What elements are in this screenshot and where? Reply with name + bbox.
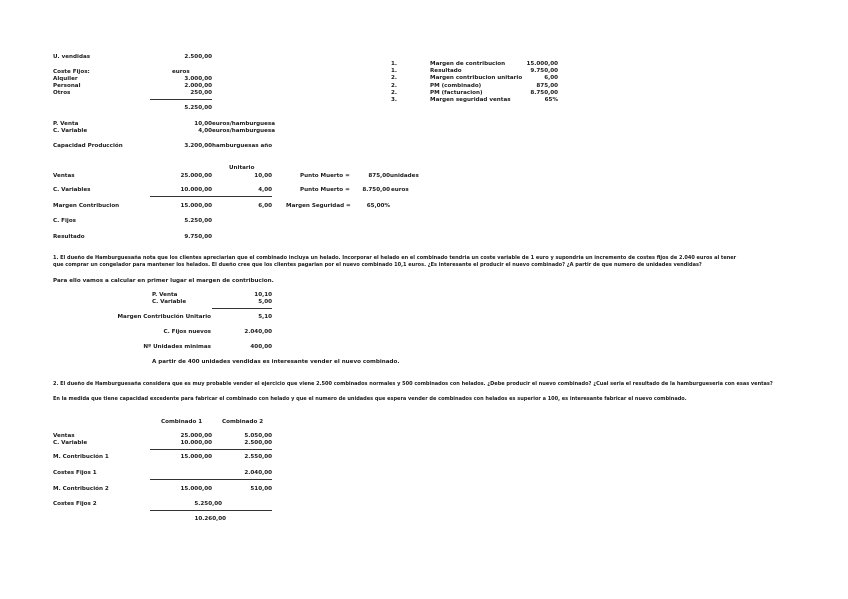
q2-row-label: C. Variable	[53, 440, 88, 446]
q2-row-c1: 10.000,00	[180, 440, 212, 446]
income-row-total: 10.000,00	[180, 187, 212, 193]
q1-divider	[212, 308, 272, 309]
capacity-value: 3.200,00	[184, 143, 212, 149]
q1-min-units-label: Nº Unidades minimas	[143, 344, 211, 350]
question-2-answer: En la medida que tiene capacidad excedente para fabricar el combinado con helado y que el numero de unidades que espera vender de combinados con helados es superior a 100, es interesante fabricar el nuevo combinado.	[53, 396, 687, 402]
q2-row-c2: 510,00	[250, 486, 272, 492]
staff-value: 2.000,00	[184, 83, 212, 89]
safety-margin-value: 65,00%	[366, 203, 390, 209]
question-1-text-2: que comprar un congelador para mantener los helados. El dueño cree que los clientes pagarian por el nuevo combinado 10,1 euros. ¿Es interesante el producir el nuevo combinado? ¿A partir de que numero de unidades vendidas?	[53, 262, 702, 268]
rent-label: Alquiler	[53, 76, 78, 82]
sum-divider	[150, 99, 212, 100]
income-row-total: 9.750,00	[184, 234, 212, 240]
q1-new-fixed-label: C. Fijos nuevos	[163, 329, 211, 335]
income-row-total: 15.000,00	[180, 203, 212, 209]
q1-min-units-value: 400,00	[250, 344, 272, 350]
q1-unit-margin-value: 5,10	[258, 314, 272, 320]
q2-row-label: Costes Fijos 2	[53, 501, 97, 507]
others-label: Otros	[53, 90, 71, 96]
units-sold-label: U. vendidas	[53, 54, 91, 60]
summary-value: 8.750,00	[530, 90, 558, 96]
q2-row-label: M. Contribución 2	[53, 486, 109, 492]
q2-row-c2: 2.500,00	[244, 440, 272, 446]
q2-divider	[150, 510, 272, 511]
summary-number: 1.	[391, 61, 398, 67]
q2-row-c1: 5.250,00	[194, 501, 222, 507]
breakeven-euros-label: Punto Muerto =	[300, 187, 350, 193]
variable-cost-label: C. Variable	[53, 128, 88, 134]
breakeven-units-value: 875,00	[368, 173, 390, 179]
summary-number: 2.	[391, 83, 398, 89]
q1-variable-cost-value: 5,00	[258, 299, 272, 305]
q1-unit-margin-label: Margen Contribución Unitario	[117, 314, 211, 320]
q2-divider	[150, 449, 272, 450]
safety-margin-label: Margen Seguridad =	[286, 203, 351, 209]
income-row-unit: 4,00	[258, 187, 272, 193]
income-row-total: 25.000,00	[180, 173, 212, 179]
income-row-label: C. Variables	[53, 187, 91, 193]
income-divider	[150, 196, 272, 197]
rent-value: 3.000,00	[184, 76, 212, 82]
summary-label: PM (combinado)	[430, 83, 482, 89]
variable-cost-unit: euros/hamburguesa	[212, 128, 275, 134]
variable-cost-value: 4,00	[198, 128, 212, 134]
fixed-costs-unit: euros	[172, 69, 190, 75]
question-2-text: 2. El dueño de Hamburguesaña considera que es muy probable vender el ejercicio que viene 2.500 combinados normales y 500 combinados con helados. ¿Debe producir el nuevo combinado? ¿Cual seria el resultado de la hamburgueseria con esas ventas?	[53, 381, 773, 387]
q1-variable-cost-label: C. Variable	[152, 299, 187, 305]
breakeven-units-label: Punto Muerto =	[300, 173, 350, 179]
q2-row-c1: 25.000,00	[180, 433, 212, 439]
income-row-label: Ventas	[53, 173, 75, 179]
breakeven-euros-unit: euros	[391, 187, 409, 193]
summary-number: 2.	[391, 75, 398, 81]
fixed-costs-total: 5.250,00	[184, 105, 212, 111]
summary-value: 6,00	[544, 75, 558, 81]
q2-row-label: M. Contribución 1	[53, 454, 109, 460]
summary-value: 65%	[544, 97, 558, 103]
income-row-label: Resultado	[53, 234, 85, 240]
summary-label: PM (facturacion)	[430, 90, 483, 96]
q2-row-c1: 15.000,00	[180, 454, 212, 460]
q1-sale-price-label: P. Venta	[152, 292, 178, 298]
question-1-intro: Para ello vamos a calcular en primer lugar el margen de contribucion.	[53, 278, 274, 284]
q2-result: 10.260,00	[194, 516, 226, 522]
income-row-total: 5.250,00	[184, 218, 212, 224]
q2-row-c1: 15.000,00	[180, 486, 212, 492]
summary-value: 15.000,00	[526, 61, 558, 67]
combo-2-header: Combinado 2	[222, 419, 264, 425]
summary-label: Margen contribucion unitario	[430, 75, 523, 81]
q1-conclusion: A partir de 400 unidades vendidas es interesante vender el nuevo combinado.	[152, 359, 400, 365]
sale-price-label: P. Venta	[53, 121, 79, 127]
q2-row-c2: 2.040,00	[244, 470, 272, 476]
q2-row-c2: 2.550,00	[244, 454, 272, 460]
fixed-costs-label: Coste Fijos:	[53, 69, 90, 75]
income-row-unit: 6,00	[258, 203, 272, 209]
summary-label: Margen de contribucion	[430, 61, 506, 67]
income-row-label: C. Fijos	[53, 218, 77, 224]
breakeven-euros-value: 8.750,00	[362, 187, 390, 193]
q1-new-fixed-value: 2.040,00	[244, 329, 272, 335]
q2-row-label: Ventas	[53, 433, 75, 439]
others-value: 250,00	[190, 90, 212, 96]
capacity-unit: hamburguesas año	[212, 143, 273, 149]
q1-sale-price-value: 10,10	[254, 292, 272, 298]
income-row-label: Margen Contribucion	[53, 203, 120, 209]
unit-column-header: Unitario	[229, 165, 255, 171]
sale-price-value: 10,00	[194, 121, 212, 127]
income-row-unit: 10,00	[254, 173, 272, 179]
summary-label: Margen seguridad ventas	[430, 97, 511, 103]
summary-value: 875,00	[536, 83, 558, 89]
summary-number: 2.	[391, 90, 398, 96]
combo-1-header: Combinado 1	[161, 419, 203, 425]
summary-value: 9.750,00	[530, 68, 558, 74]
capacity-label: Capacidad Producción	[53, 143, 123, 149]
breakeven-units-unit: unidades	[390, 173, 419, 179]
summary-label: Resultado	[430, 68, 462, 74]
summary-number: 3.	[391, 97, 398, 103]
question-1-text: 1. El dueño de Hamburguesaña nota que los clientes apreciarian que el combinado incluya un helado. Incorporar el helado en el combinado tendria un coste variable de 1 euro y supondria un incremento de costes fijos de 2.040 euros al tener	[53, 255, 737, 261]
q2-divider	[150, 479, 272, 480]
q2-row-c2: 5.050,00	[244, 433, 272, 439]
q2-row-label: Costes Fijos 1	[53, 470, 97, 476]
summary-number: 1.	[391, 68, 398, 74]
sale-price-unit: euros/hamburguesa	[212, 121, 275, 127]
staff-label: Personal	[53, 83, 81, 89]
units-sold-value: 2.500,00	[184, 54, 212, 60]
